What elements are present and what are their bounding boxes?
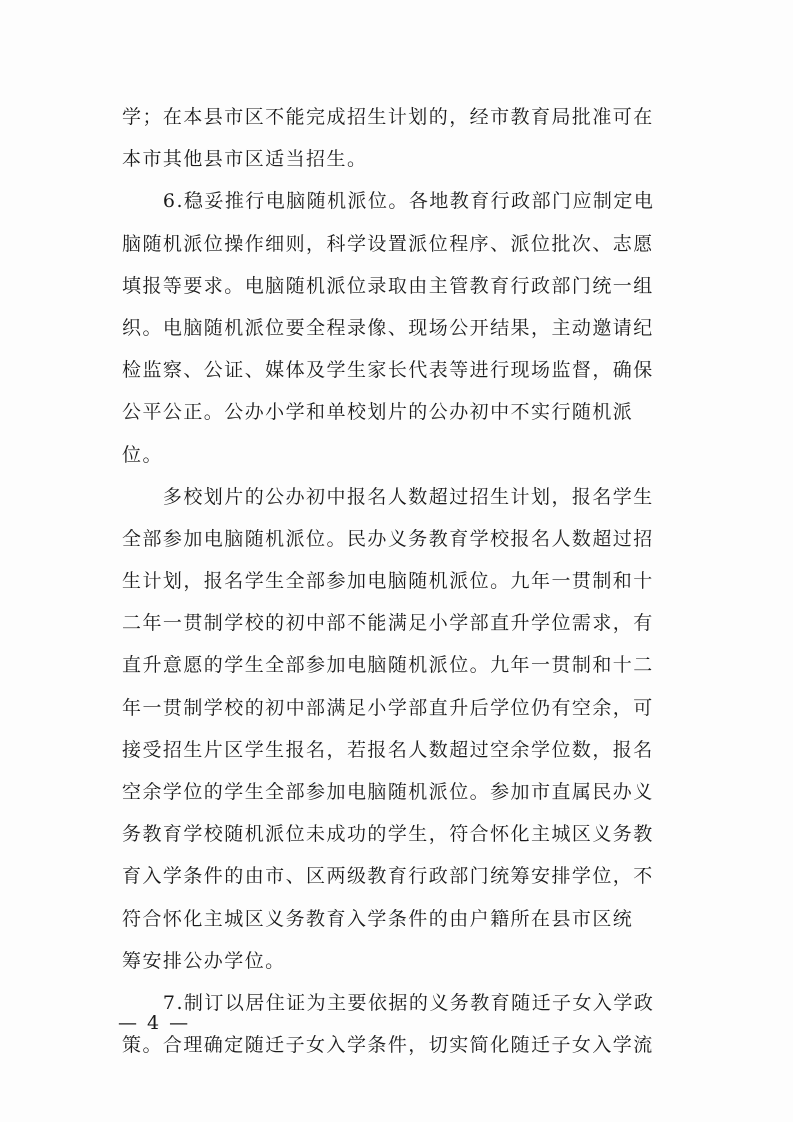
text-line: 全部参加电脑随机派位。民办义务教育学校报名人数超过招 xyxy=(122,527,654,550)
text-line: 接受招生片区学生报名，若报名人数超过空余学位数，报名 xyxy=(122,738,654,761)
text-line: 空余学位的学生全部参加电脑随机派位。参加市直属民办义 xyxy=(122,781,654,803)
text-line: 多校划片的公办初中报名人数超过招生计划，报名学生 xyxy=(122,485,654,508)
text-line: 检监察、公证、媒体及学生家长代表等进行现场监督，确保 xyxy=(122,359,654,382)
text-line: 育入学条件的由市、区两级教育行政部门统筹安排学位，不 xyxy=(122,865,654,888)
text-line: 填报等要求。电脑随机派位录取由主管教育行政部门统一组 xyxy=(122,274,654,297)
text-line: 公平公正。公办小学和单校划片的公办初中不实行随机派 xyxy=(122,401,634,424)
text-line: 筹安排公办学位。 xyxy=(122,949,286,972)
text-line: 本市其他县市区适当招生。 xyxy=(122,148,368,171)
text-line: 符合怀化主城区义务教育入学条件的由户籍所在县市区统 xyxy=(122,907,634,930)
text-line: 直升意愿的学生全部参加电脑随机派位。九年一贯制和十二 xyxy=(122,654,654,677)
page-number: — 4 — xyxy=(118,1012,191,1034)
text-line: 6.稳妥推行电脑随机派位。各地教育行政部门应制定电 xyxy=(122,190,655,213)
text-line: 位。 xyxy=(122,443,163,466)
text-line: 7.制订以居住证为主要依据的义务教育随迁子女入学政 xyxy=(122,991,655,1014)
text-line: 年一贯制学校的初中部满足小学部直升后学位仍有空余，可 xyxy=(122,696,654,719)
text-line: 脑随机派位操作细则，科学设置派位程序、派位批次、志愿 xyxy=(122,232,654,255)
text-line: 学；在本县市区不能完成招生计划的，经市教育局批准可在 xyxy=(122,106,654,128)
text-line: 策。合理确定随迁子女入学条件，切实简化随迁子女入学流 xyxy=(122,1034,654,1057)
text-line: 二年一贯制学校的初中部不能满足小学部直升学位需求，有 xyxy=(122,612,654,635)
text-line: 务教育学校随机派位未成功的学生，符合怀化主城区义务教 xyxy=(122,823,654,846)
text-line: 织。电脑随机派位要全程录像、现场公开结果，主动邀请纪 xyxy=(122,316,654,339)
document-body xyxy=(122,96,682,1066)
text-line: 生计划，报名学生全部参加电脑随机派位。九年一贯制和十 xyxy=(122,570,654,593)
